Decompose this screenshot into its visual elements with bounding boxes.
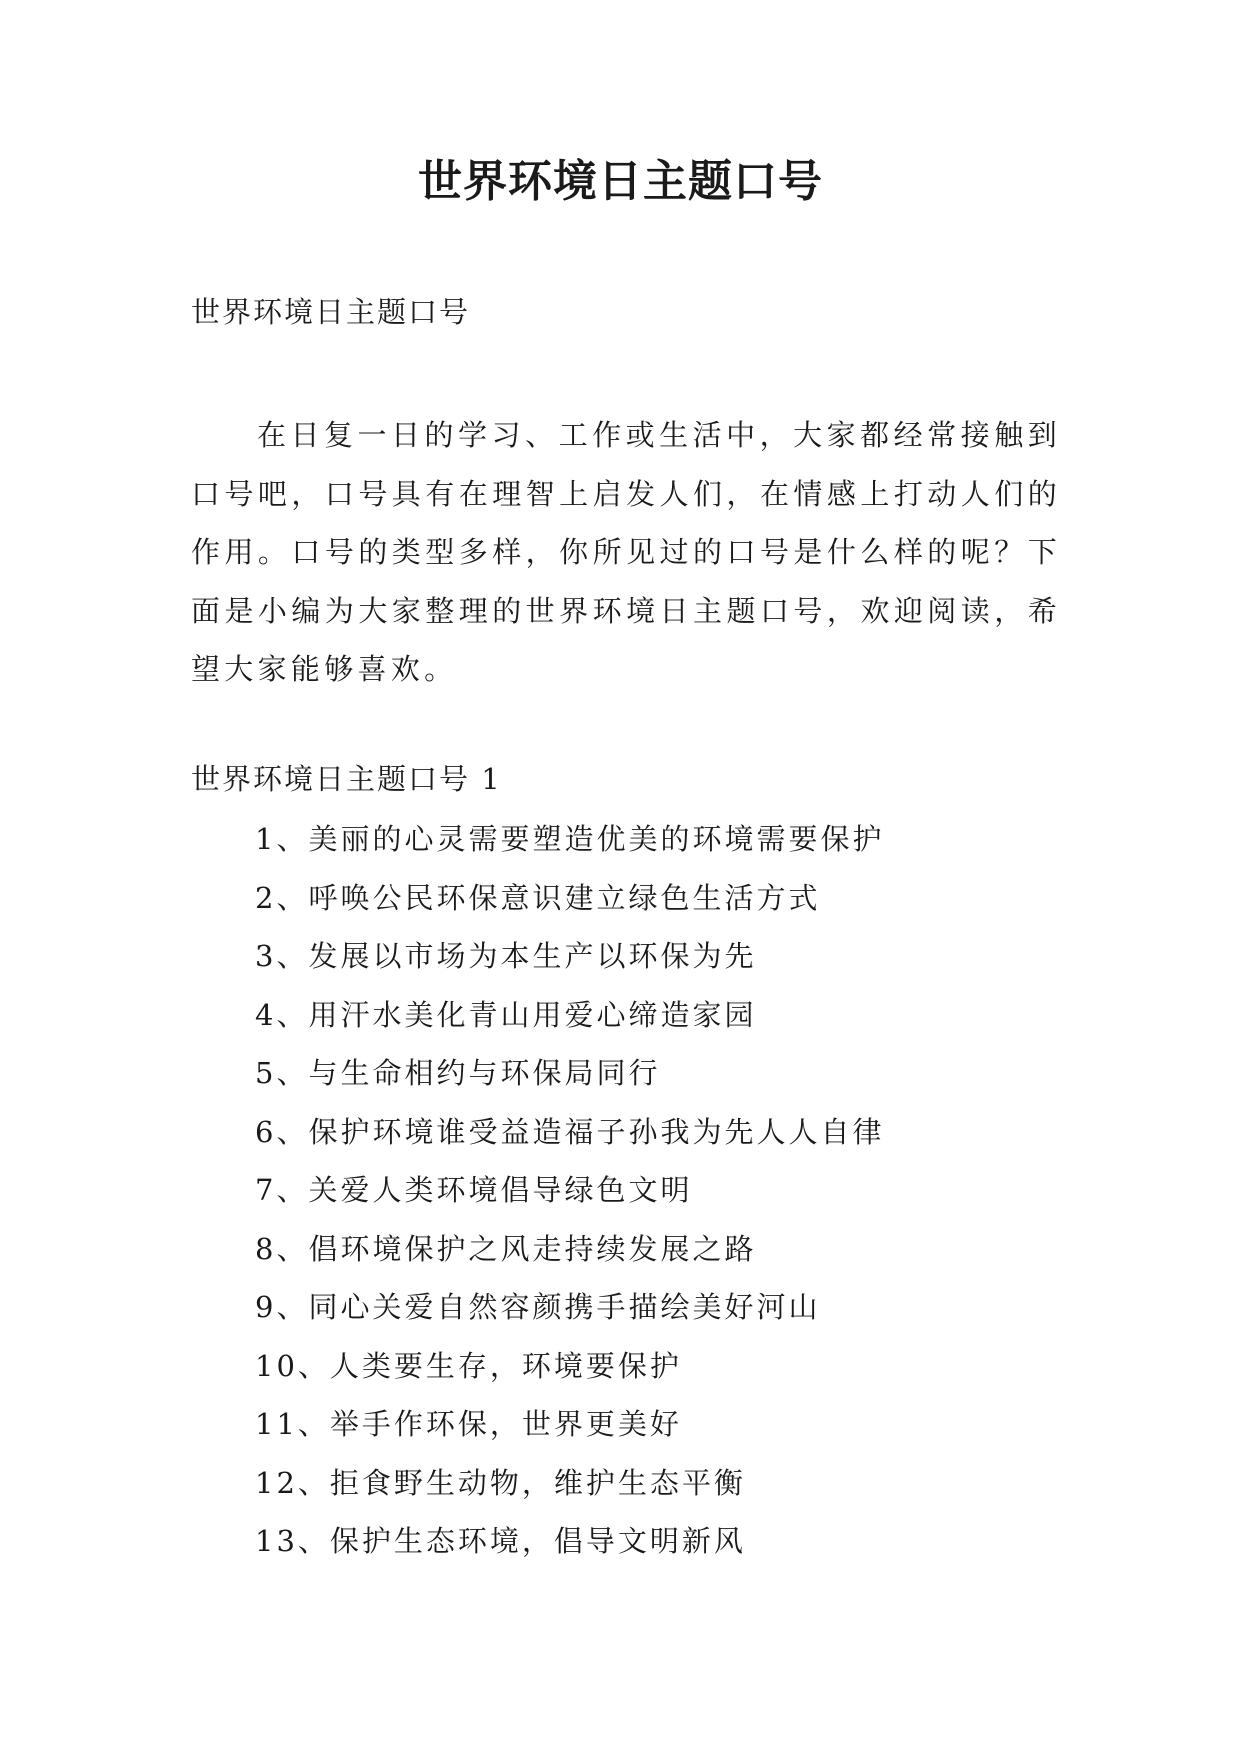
slogan-item: 13、保护生态环境，倡导文明新风 [255, 1524, 746, 1558]
document-title: 世界环境日主题口号 [418, 156, 823, 207]
intro-paragraph: 在日复一日的学习、工作或生活中，大家都经常接触到口号吧，口号具有在理智上启发人们，在情感上打动人们的作用。口号的类型多样，你所见过的口号是什么样的呢？下面是小编为大家整理的世界环境日主题口号，欢迎阅读，希望大家能够喜欢。 [191, 418, 1061, 686]
slogan-item: 5、与生命相约与环保局同行 [255, 1056, 661, 1090]
slogan-item: 6、保护环境谁受益造福子孙我为先人人自律 [255, 1114, 885, 1149]
slogan-item: 7、关爱人类环境倡导绿色文明 [255, 1173, 693, 1207]
slogan-item: 11、举手作环保，世界更美好 [255, 1407, 682, 1441]
slogan-item: 1、美丽的心灵需要塑造优美的环境需要保护 [255, 822, 885, 856]
slogan-item: 3、发展以市场为本生产以环保为先 [255, 939, 757, 973]
slogan-item: 2、呼唤公民环保意识建立绿色生活方式 [255, 880, 821, 915]
slogan-item: 4、用汗水美化青山用爱心缔造家园 [255, 997, 757, 1032]
slogan-item: 12、拒食野生动物，维护生态平衡 [255, 1465, 746, 1500]
document-subtitle: 世界环境日主题口号 [191, 295, 471, 329]
slogan-item: 10、人类要生存，环境要保护 [255, 1348, 682, 1383]
slogan-item: 8、倡环境保护之风走持续发展之路 [255, 1231, 757, 1266]
section-heading: 世界环境日主题口号 1 [191, 762, 502, 796]
slogan-item: 9、同心关爱自然容颜携手描绘美好河山 [255, 1290, 821, 1324]
slogan-list [255, 819, 884, 1580]
